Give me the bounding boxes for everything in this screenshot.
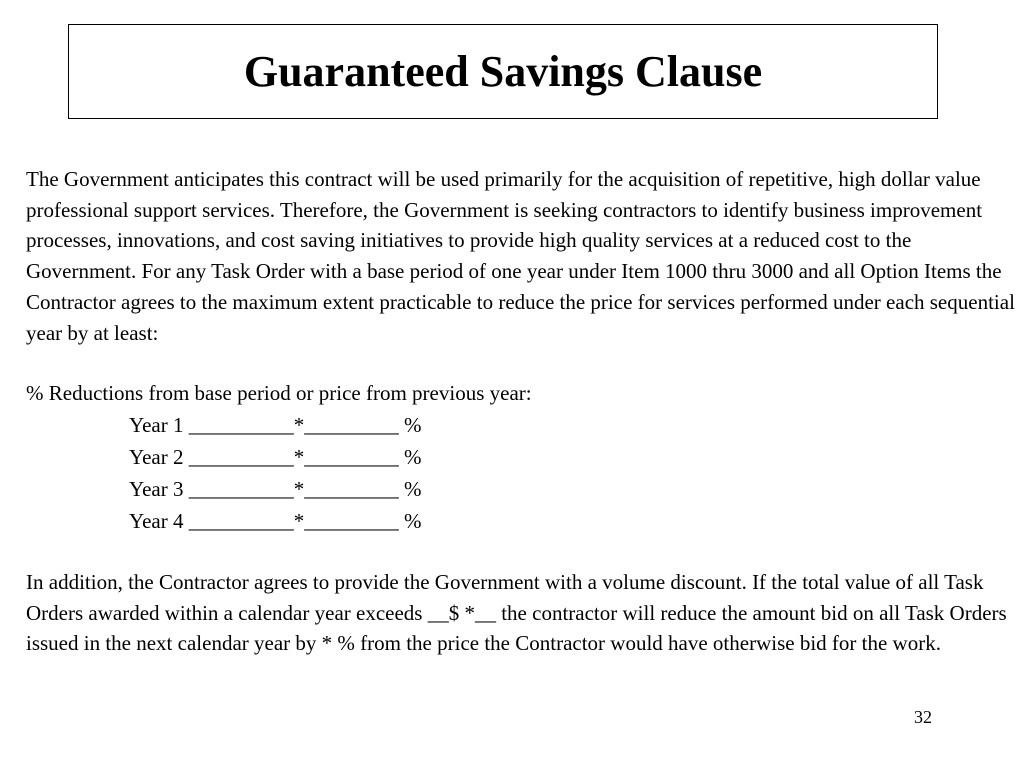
spacer — [26, 537, 1016, 567]
volume-discount-text-1: In addition, the Contractor agrees to provide the Government with a volume discount. If the total value of all Task Orders awarded within a calendar year exceeds — [26, 569, 984, 625]
year-4-row: Year 4 __________*_________ % — [129, 508, 422, 533]
slide-title: Guaranteed Savings Clause — [243, 47, 763, 96]
volume-discount-paragraph — [26, 567, 1016, 659]
year-3-row: Year 3 __________*_________ % — [129, 476, 422, 501]
volume-threshold-blank: __$ *__ — [427, 600, 496, 625]
year-2-row: Year 2 __________*_________ % — [129, 444, 422, 469]
title-box — [68, 24, 938, 119]
year-1-row: Year 1 __________*_________ % — [129, 412, 422, 437]
intro-paragraph: The Government anticipates this contract will be used primarily for the acquisition of repetitive, high dollar value professional support services. Therefore, the Government is seeking contractors to identify business improvement processes, innovations, and cost saving initiatives to provide high quality services at a reduced cost to the Government. For any Task Order with a base period of one year under Item 1000 thru 3000 and all Option Items the Contractor agrees to the maximum extent practicable to reduce the price for services performed under each sequential year by at least: — [26, 167, 1015, 345]
reductions-heading: % Reductions from base period or price from previous year: — [26, 381, 532, 406]
spacer — [26, 348, 1016, 378]
slide-body — [26, 164, 1016, 659]
volume-discount-text-2: the contractor will reduce the amount bid on all Task Orders issued in the next calendar year by * % from the price the Contractor would have otherwise bid for the work. — [26, 600, 1007, 656]
page-number: 32 — [914, 707, 932, 727]
